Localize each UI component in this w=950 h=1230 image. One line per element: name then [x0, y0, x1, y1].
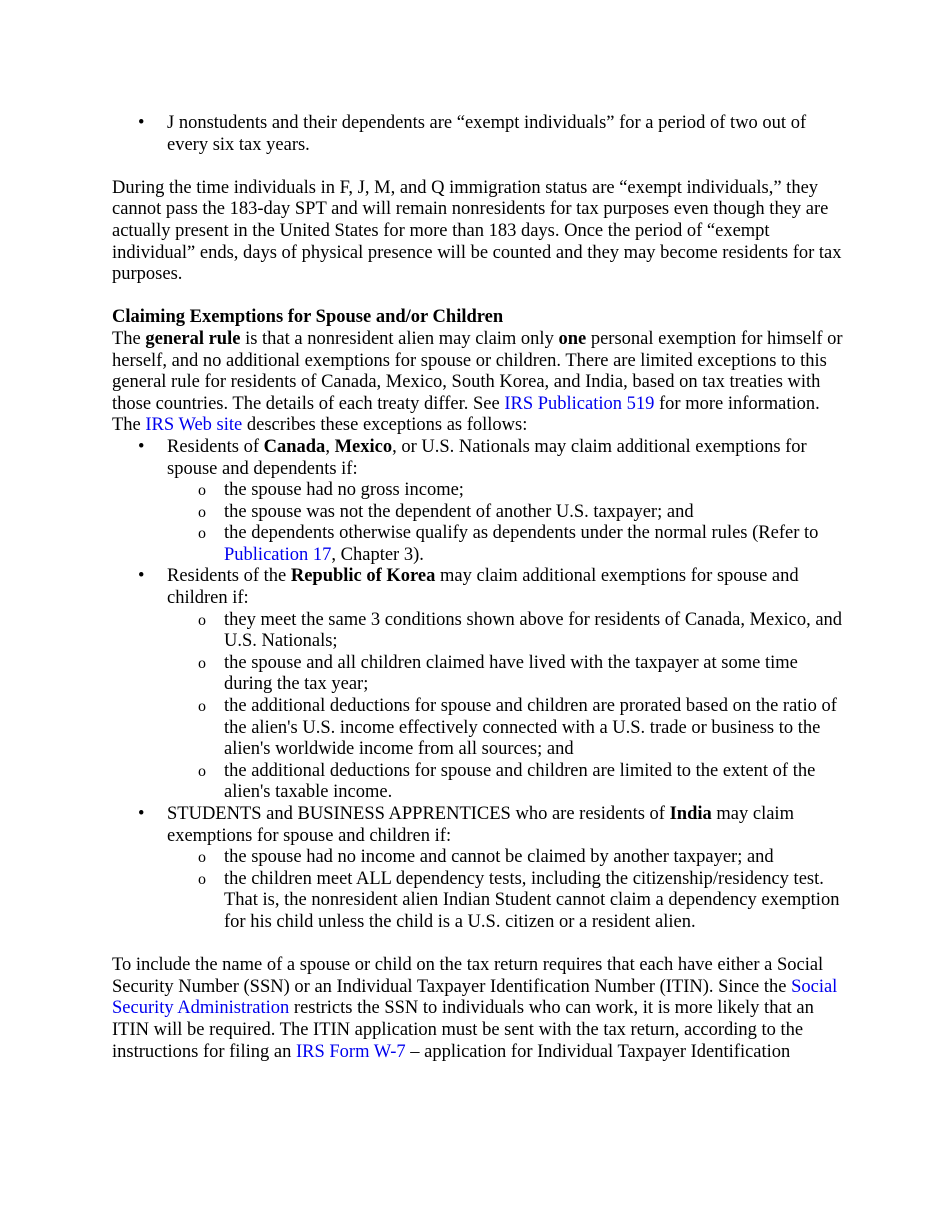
social-security-administration-link[interactable]: Social Security Administration — [112, 976, 838, 1019]
page-content — [112, 113, 847, 1063]
list-item-india: • STUDENTS and BUSINESS APPRENTICES who are residents of India may claim exemptions for spouse and children if: o the spouse had no income and cannot be claimed by another taxpayer; and o the children meet ALL dependency tests, including the citizenship/residency test. That is, the nonresident alien Indian Student cannot claim a dependency exemption for his child unless the child is a U.S. citizen or a resident alien. — [112, 804, 847, 934]
itin-paragraph: To include the name of a spouse or child on the tax return requires that each have either a Social Security Number (SSN) or an Individual Taxpayer Identification Number (ITIN). Since the Social Security Administration restricts the SSN to individuals who can work, it is more likely that an ITIN will be required. The ITIN application must be sent with the tax return, according to the instructions for filing an IRS Form W-7 – application for Individual Taxpayer Identification — [112, 955, 838, 1062]
sub-list-item: o the spouse had no income and cannot be claimed by another taxpayer; and — [167, 847, 847, 869]
general-rule-paragraph: The general rule is that a nonresident alien may claim only one personal exemption for himself or herself, and no additional exemptions for spouse or children. There are limited exceptions to this general rule for residents of Canada, Mexico, South Korea, and India, based on tax treaties with those countries. The details of each treaty differ. See IRS Publication 519 for more information. — [112, 328, 843, 414]
sub-list-item: o the spouse had no gross income; — [167, 480, 847, 502]
list-item-canada-mexico: • Residents of Canada, Mexico, or U.S. Nationals may claim additional exemptions for spouse and dependents if: o the spouse had no gross income; o the spouse was not the dependent of another U.S. taxpayer; and o the dependents otherwise qualify as dependents under the normal rules (Refer to Publication 17, Chapter 3). — [112, 437, 847, 567]
j-nonstudent-list — [112, 113, 847, 156]
sub-list-item: o the spouse and all children claimed have lived with the taxpayer at some time during the tax year; — [167, 653, 847, 696]
list-item: • J nonstudents and their dependents are “exempt individuals” for a period of two out of every six tax years. — [112, 113, 847, 156]
exempt-individuals-paragraph: During the time individuals in F, J, M, and Q immigration status are “exempt individuals,” they cannot pass the 183-day SPT and will remain nonresidents for tax purposes even though they are actually present in the United States for more than 183 days. Once the period of “exempt individual” ends, days of physical presence will be counted and they may become residents for tax purposes. — [112, 177, 842, 285]
list-item-korea: • Residents of the Republic of Korea may claim additional exemptions for spouse and children if: o they meet the same 3 conditions shown above for residents of Canada, Mexico, and U.S. Nationals; o the spouse and all children claimed have lived with the taxpayer at some time during the tax year; o the additional deductions for spouse and children are prorated based on the ratio of the alien's U.S. income effectively connected with a U.S. trade or business to the alien's worldwide income from all sources; and o the additional deductions for spouse and children are limited to the extent of the alien's taxable income. — [112, 566, 847, 804]
canada-conditions-list — [167, 480, 847, 566]
sub-list-item: o they meet the same 3 conditions shown above for residents of Canada, Mexico, and U.S. Nationals; — [167, 610, 847, 653]
sub-list-item: o the children meet ALL dependency tests, including the citizenship/residency test. That is, the nonresident alien Indian Student cannot claim a dependency exemption for his child unless the child is a U.S. citizen or a resident alien. — [167, 869, 847, 934]
sub-list-item: o the additional deductions for spouse and children are limited to the extent of the alien's taxable income. — [167, 761, 847, 804]
section-heading: Claiming Exemptions for Spouse and/or Children — [112, 307, 504, 328]
irs-website-link[interactable]: IRS Web site — [145, 415, 243, 436]
irs-publication-519-link[interactable]: IRS Publication 519 — [504, 393, 655, 414]
korea-conditions-list — [167, 610, 847, 804]
publication-17-link[interactable]: Publication 17 — [224, 544, 332, 565]
sub-list-item: o the additional deductions for spouse and children are prorated based on the ratio of the alien's U.S. income effectively connected with a U.S. trade or business to the alien's worldwide income from all sources; and — [167, 696, 847, 761]
exceptions-list — [112, 437, 847, 934]
irs-form-w7-link[interactable]: IRS Form W-7 — [295, 1041, 406, 1062]
india-conditions-list — [167, 847, 847, 933]
irs-website-line: The IRS Web site describes these exceptions as follows: — [112, 415, 528, 436]
sub-list-item: o the spouse was not the dependent of another U.S. taxpayer; and — [167, 502, 847, 524]
sub-list-item: o the dependents otherwise qualify as dependents under the normal rules (Refer to Publication 17, Chapter 3). — [167, 523, 847, 566]
